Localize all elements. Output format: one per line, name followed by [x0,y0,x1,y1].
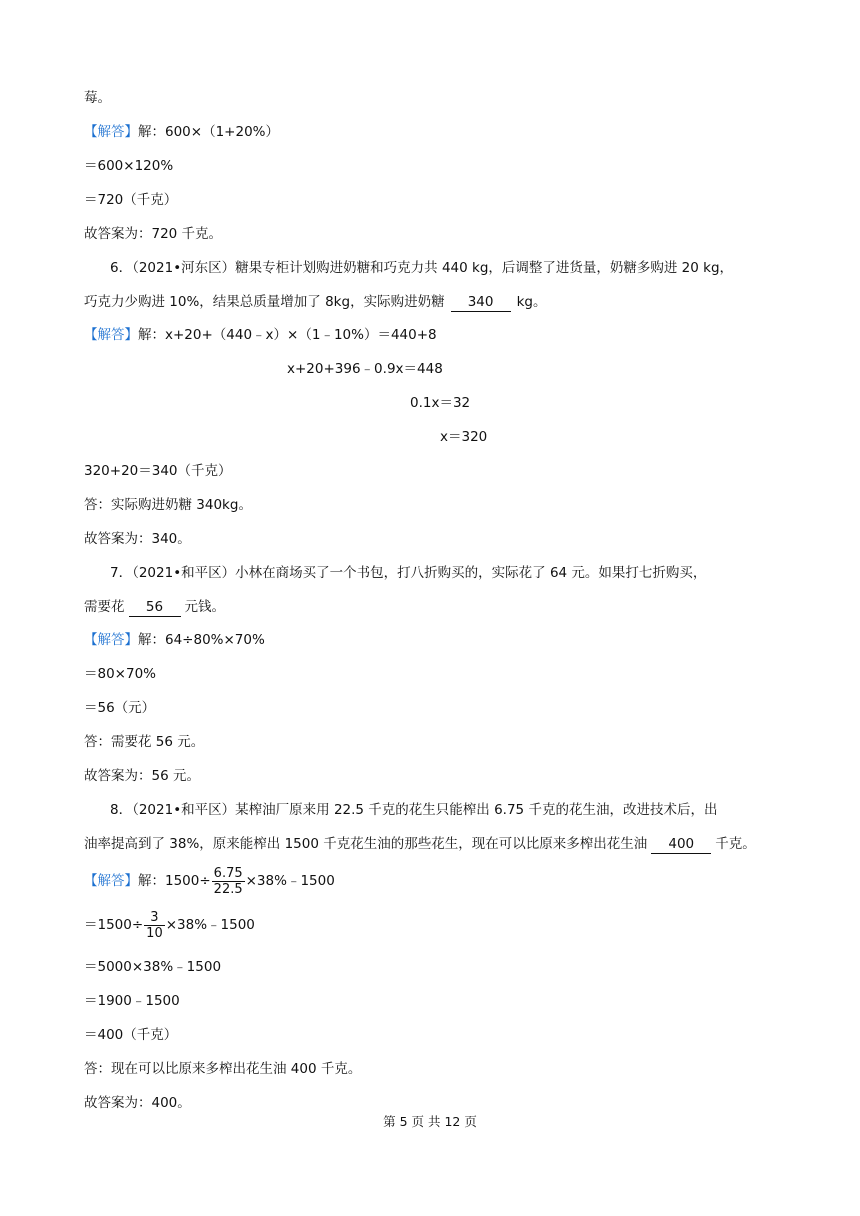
question-7-text: 7．（2021•和平区）小林在商场买了一个书包，打八折购买的，实际花了 64 元。如果打七折购买， [110,565,707,581]
answer-text: ×38%﹣1500 [245,873,335,889]
answer-text: 解：1500÷ [138,873,211,889]
final-answer: 故答案为：400。 [84,1095,191,1111]
answer-statement: 答：实际购进奶糖 340kg。 [84,497,252,513]
answer-tag: 【解答】 [84,124,138,140]
answer-text: 解：64÷80%×70% [138,632,265,648]
equation-step: 0.1x＝32 [410,395,471,411]
answer-tag: 【解答】 [84,632,138,648]
answer-line [84,325,437,345]
final-answer: 故答案为：720 千克。 [84,226,223,242]
answer-line [84,862,335,900]
question-7-line2 [84,597,225,617]
question-text: 需要花 [84,599,125,615]
fraction-numerator: 3 [144,910,165,926]
fraction-numerator: 6.75 [213,865,243,881]
answer-line [84,122,279,142]
question-text: 千克。 [715,836,756,852]
equation-step: x＝320 [440,429,488,445]
fraction [144,910,165,941]
answer-blank: 56 [129,599,181,617]
question-8-text: 8．（2021•和平区）某榨油厂原来用 22.5 千克的花生只能榨出 6.75 千克的花生油，改进技术后，出 [110,802,718,818]
question-text: 油率提高到了 38%，原来能榨出 1500 千克花生油的那些花生，现在可以比原来多榨出花生油 [84,836,648,852]
answer-statement: 答：现在可以比原来多榨出花生油 400 千克。 [84,1061,362,1077]
calc-step: ＝80×70% [84,666,156,682]
calc-step: ＝720（千克） [84,192,178,208]
calc-step [84,906,255,944]
calc-step: ＝56（元） [84,700,156,716]
page-footer: 第 5 页 共 12 页 [383,1114,477,1129]
calc-step: ＝5000×38%﹣1500 [84,959,222,975]
answer-tag: 【解答】 [84,873,138,889]
final-answer: 故答案为：340。 [84,531,191,547]
question-6-line2 [84,292,546,312]
answer-line [84,630,265,650]
question-6-text: 6．（2021•河东区）糖果专柜计划购进奶糖和巧克力共 440 kg，后调整了进货量，奶糖多购进 20 kg， [110,260,734,276]
calc-text: ×38%﹣1500 [165,917,255,933]
equation-step: x+20+396﹣0.9x＝448 [287,361,443,377]
carry-over-text: 莓。 [84,90,111,106]
question-8-line2 [84,834,756,854]
answer-statement: 答：需要花 56 元。 [84,734,205,750]
calc-step: ＝1900﹣1500 [84,993,180,1009]
calc-text: ＝1500÷ [84,917,144,933]
calc-step: ＝400（千克） [84,1027,178,1043]
fraction [212,866,245,897]
answer-blank: 400 [651,836,711,854]
final-answer: 故答案为：56 元。 [84,768,200,784]
question-text: kg。 [516,294,547,310]
question-text: 元钱。 [184,599,225,615]
answer-blank: 340 [451,294,511,312]
fraction-denominator: 10 [146,925,163,941]
answer-text: 解：x+20+（440﹣x）×（1﹣10%）＝440+8 [138,327,437,343]
calc-step: ＝600×120% [84,158,174,174]
answer-text: 解：600×（1+20%） [138,124,279,140]
question-text: 巧克力少购进 10%，结果总质量增加了 8kg，实际购进奶糖 [84,294,445,310]
fraction-denominator: 22.5 [213,881,243,897]
answer-tag: 【解答】 [84,327,138,343]
calc-step: 320+20＝340（千克） [84,463,232,479]
